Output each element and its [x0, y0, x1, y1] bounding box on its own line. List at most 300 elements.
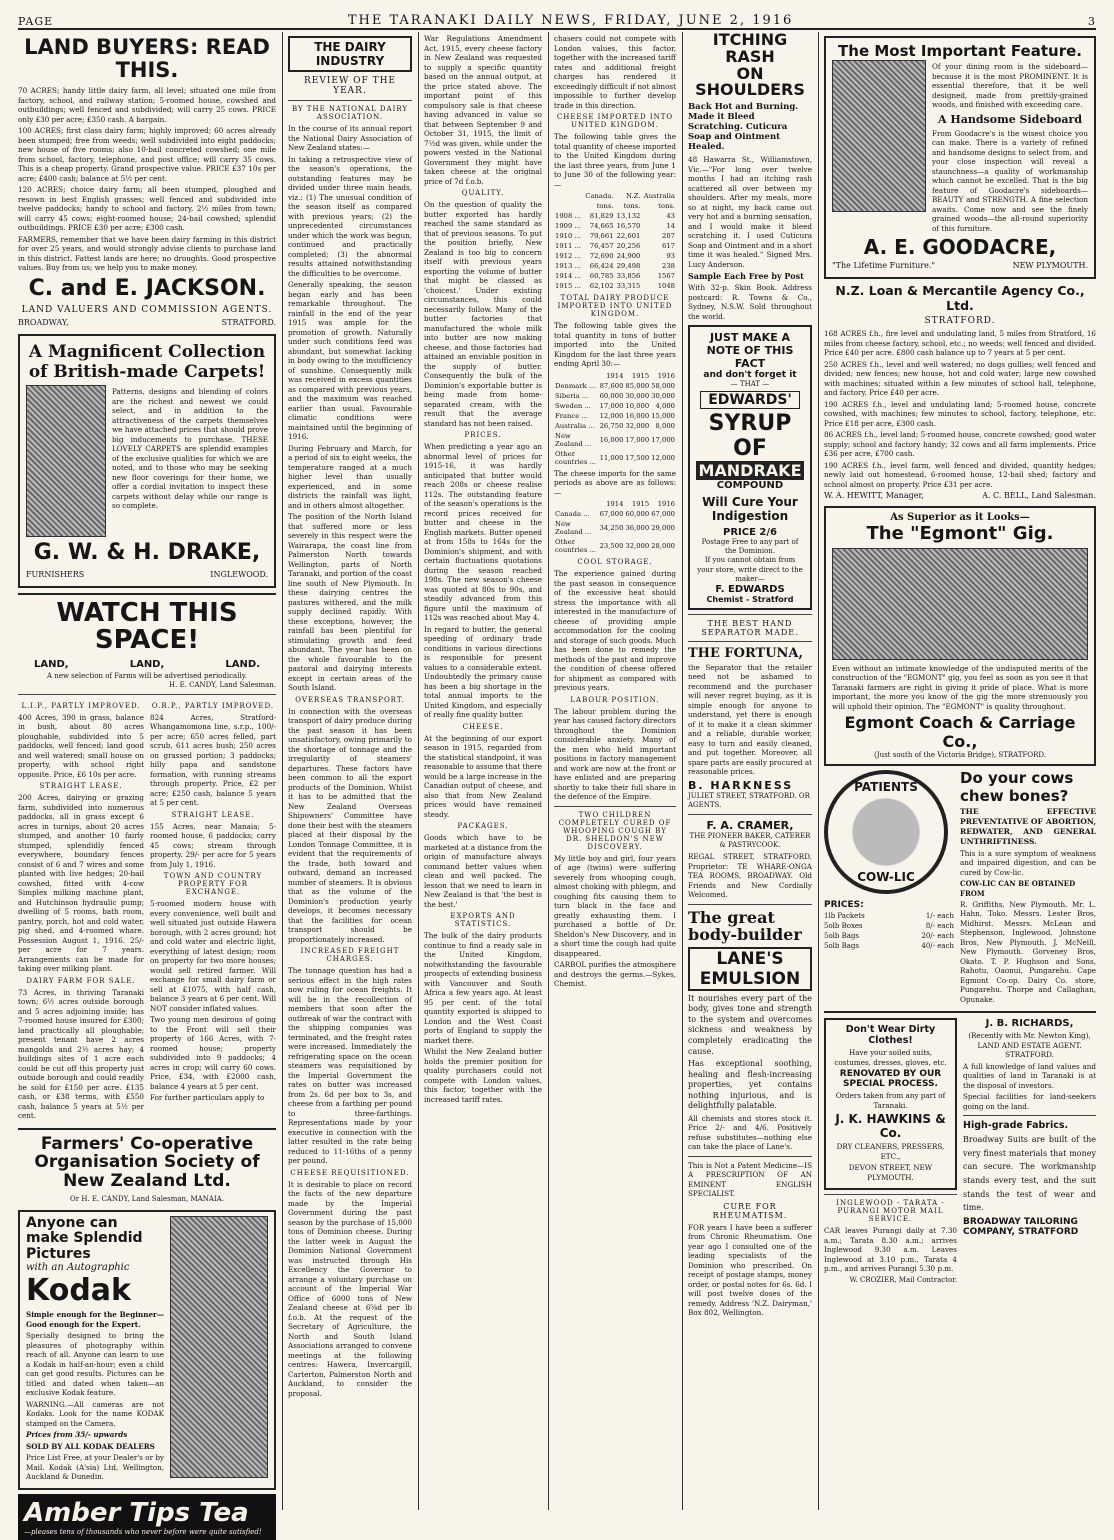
egmont-gig-ad [824, 506, 1096, 767]
table-cell: 16,000 [625, 411, 650, 420]
table-header-row [554, 499, 676, 509]
egmont-firm: Egmont Coach & Carriage Co., [844, 713, 1076, 752]
kodak-tag: Simple enough for the Beginner—Good enough for the Expert. [26, 1310, 164, 1329]
edwards-postage: Postage Free to any part of the Dominion. [701, 538, 799, 556]
listings-left [18, 699, 144, 1123]
dairy-heading-box [288, 36, 412, 72]
price-value: 1/- each [925, 912, 954, 921]
table-cell: 10,000 [625, 401, 650, 410]
richards-name: J. B. RICHARDS, [985, 1018, 1074, 1030]
table-cell: 32,000 [625, 421, 650, 430]
hawkins-ad [824, 1018, 957, 1190]
carpets-heading: A Magnificent Collection of British-made Carpets! [28, 342, 266, 382]
address-right: STRATFORD. [221, 317, 276, 327]
table-row [554, 221, 676, 231]
table-cell: 16,570 [616, 222, 641, 230]
lanes-h1: The great body-builder [688, 907, 802, 945]
table-cell: 23,500 [599, 542, 624, 550]
column-4 [554, 32, 676, 1510]
table-cell: 4,000 [655, 401, 675, 410]
table-header-cell: 1914 [606, 500, 624, 508]
section-head: COOL STORAGE. [577, 558, 653, 566]
table-row [554, 391, 676, 401]
amber-brand: Amber Tips Tea [24, 1497, 249, 1528]
column-5 [688, 32, 812, 1510]
article-paragraph: In the course of its annual report the National Dairy Association of New Zealand states:— [288, 124, 412, 152]
cowlic-symptom: This is a sure symptom of weakness and impaired digestion, and can be cured by Cow-lic. [960, 848, 1096, 877]
column-rule [418, 32, 419, 1510]
goodacre-ad [824, 36, 1096, 279]
badge-bottom: COW-LIC [857, 870, 915, 885]
price-row [824, 912, 954, 920]
article-paragraph: CARBOL purifies the atmosphere and destroys the germs.—Sykes, Chemist. [554, 960, 676, 988]
mail-contractor: W. CROZIER, Mail Contractor. [849, 1275, 957, 1284]
table-cell: 74,665 [589, 222, 614, 230]
price-item: 1lb Packets [824, 912, 865, 921]
cramer-sub: THE PIONEER BAKER, CATERER & PASTRYCOOK. [689, 831, 811, 850]
listing-text: 200 Acres, dairying or grazing farm, subdivided into numerous paddocks, all in grass except 6 acres in turnips, about 20 acres stumped, and another 10 fairly stumped, splendidly fenced everywhere, boundary fences consist of 6 and 7 wires and some planted with live hedges; 20-bail cowshed, fitted with 4-cow Simplex milking machine plant, and Hutchinson hydraulic pump; dwelling of 5 rooms, bath room, pantry, porch, hot and cold water, pig shed, and 4-roomed whare. Possession August 1, 1916. 25/- per acre for 7 years. Arrangements can be made for taking over milking plant. [18, 793, 144, 974]
goodacre-intro: Of your dining room is the sideboard—because it is the most PROMINENT. It is essential therefore, that it be well designed, made from prettily-grained woods, and finished with exceeding care. [932, 62, 1088, 109]
carpets-ad [18, 334, 276, 588]
table-row [554, 431, 676, 449]
edwards-compound: COMPOUND [716, 480, 784, 492]
itching-heading-2: ON SHOULDERS [695, 63, 805, 100]
dairy-paragraphs [288, 124, 412, 693]
ad-paragraph: FARMERS, remember that we have been dairy farming in this district for over 25 years, and would strongly advise clients to purchase land in this district. Fattest lands are here; no droughts. Good prospective values. Buy from us; we help you to make money. [18, 234, 276, 273]
table-unit-cell: tons. [658, 202, 675, 210]
table-cell: 1909 ... [555, 222, 581, 230]
address-left: FURNISHERS [26, 569, 85, 579]
table-cell: 60,000 [599, 391, 624, 400]
goodacre-heading: The Most Important Feature. [838, 42, 1082, 60]
edwards-price: PRICE 2/6 [723, 527, 777, 539]
edwards-brand: EDWARDS' [700, 391, 800, 409]
article-paragraph: The following table gives the total quantity of cheese imported to the United Kingdom during the last three years, from June 1 to June 30 of the following year:— [554, 132, 676, 189]
table-cell: 30,000 [651, 391, 675, 400]
page-label: PAGE [18, 15, 54, 28]
hawkins-body: Have your soiled suits, costumes, dresses, gloves, etc. [834, 1048, 947, 1067]
table-cell: 22,601 [616, 232, 641, 240]
column-rule [548, 32, 549, 1510]
listing-text: For further particulars apply to [150, 1093, 265, 1103]
table-cell: 17,000 [651, 435, 675, 444]
address-left: BROADWAY, [18, 317, 69, 327]
drake-firm: G. W. & H. DRAKE, [33, 540, 261, 566]
article-paragraph: When predicting a year ago an abnormal level of prices for 1915-16, it was hardly anticipated that butter would reach 208s or cheese realise 112s. The outstanding feature of the season's operations is the record prices received for butter and cheese in the English markets. Butter opened at from 158s to 164s for the Dominion's shipment, and with certain fluctuations quotations during the season reached 198s. The new season's cheese was quoted at 80s to 90s, and steadily advanced from this figure until the maximum of 112s was reached about May 4. [424, 442, 542, 622]
kodak-ad [18, 1210, 276, 1490]
table-header-cell: 1915 [631, 500, 650, 508]
watch-line: A new selection of Farms will be advertised periodically. [47, 671, 247, 680]
price-item: 5olb Bags [824, 932, 860, 941]
mail-heading: INGLEWOOD - TARATA - PURANGI MOTOR MAIL SERVICE. [836, 1199, 945, 1224]
table-row [554, 251, 676, 261]
table-cell: Canada ... [555, 510, 590, 518]
table-row [554, 449, 676, 467]
dairy-heading: THE DAIRY INDUSTRY [314, 40, 386, 68]
table-row [554, 381, 676, 391]
hawkins-addr: DEVON STREET, NEW PLYMOUTH. [848, 1163, 933, 1182]
article-paragraph: In connection with the overseas transport of dairy produce during the past season it has been unsatisfactory, owing primarily to the shortage of tonnage and the irregularity of steamers' departures. These factors have been common to all the export products of the Dominion. Whilst it has to be admitted that the New Zealand Overseas Shipowners' Committee have done their best with the steamers placed at their disposal by the London Tonnage Committee, it is evident that the requirements of the trade, both toward and outward, demand an increased number of steamers. It is obvious that as the volume of the Dominion's production yearly develops, it becomes necessary that the facilities for ocean transport should be proportionately increased. [288, 706, 412, 944]
price-value: 40/- each [921, 942, 954, 951]
table-cell: 11,000 [599, 453, 624, 462]
column-2 [288, 32, 412, 1510]
dairy-byline: BY THE NATIONAL DAIRY ASSOCIATION. [291, 105, 409, 121]
egmont-head-1: As Superior as it Looks— [890, 511, 1030, 523]
table-row [554, 281, 676, 291]
watch-agent: H. E. CANDY, Land Salesman. [169, 680, 276, 689]
butter-import-table [554, 371, 676, 467]
listing-text: 250 ACRES f.h., level and well watered; no dogs gullies; well fenced and divided; new fences; new house, hot and cold water; large new cowshed with machines; situated within a few minutes of school hall, telephone, and factory. Price £40 per acre. [824, 359, 1096, 398]
table-unit-cell [554, 201, 583, 211]
table-row [554, 211, 676, 221]
goodacre-tag: "The Lifetime Furniture." [832, 261, 936, 270]
article-paragraph: chasers could not compete with London values, this factor, together with the increased tariff rates and additional freight charges has rendered it exceedingly difficult if not almost impossible to further develop trade in this direction. [554, 34, 676, 110]
table-cell: 15,000 [651, 411, 675, 420]
table-cell: 13,132 [616, 212, 641, 220]
table-cell: 62,102 [589, 282, 614, 290]
table-cell: 1913 ... [555, 262, 581, 270]
firm-subtitle: LAND VALUERS AND COMMISSION AGENTS. [21, 304, 273, 315]
sideboard-illustration [832, 60, 926, 212]
article-paragraph: The tonnage question has had a serious effect in the high rates now ruling for ocean freights. It will be in the recollection of members that soon after the outbreak of war the contract with the shipping companies was terminated, and the freight rates were increased. Immediately the refrigerating space on the ocean steamers was requisitioned by the Imperial Government the rates on butter was increased from 2s. 6d per box to 3s, and cheese from a farthing per pound to three-farthings. Representations made by your executive in connection with the latter resulted in the rate being reduced to 11-16ths of a penny per pound. [288, 966, 412, 1165]
kodak-dealers: SOLD BY ALL KODAK DEALERS [26, 1441, 155, 1451]
separator-body: the Separator that the retailer need not be ashamed to recommend and the purchaser will never regret buying, as it is simple enough for anyone to understand, yet there is enough of it to make it a clean skimmer and a reliable, durable worker, easy to turn and easily cleaned, and put together. Moreover, all spare parts are easily procured at reasonable prices. [688, 662, 812, 777]
edwards-obtain: If you cannot obtain from your store, write direct to the maker— [697, 556, 803, 583]
table-header-cell: 1916 [657, 371, 675, 380]
table-cell: 72,690 [589, 252, 614, 260]
column-3 [424, 32, 542, 1510]
amber-tag: —pleases tens of thousands who never before were quite satisfied! [24, 1527, 262, 1536]
table-cell: New Zealand ... [555, 431, 592, 448]
lanes-body-3: All chemists and stores stock it. Price 2/- and 4/6. Positively refuse substitutes—nothing else can take the place of Lane's. [688, 1113, 812, 1152]
cow-badge-illustration [824, 770, 948, 894]
article-paragraph: Whilst the New Zealand butter holds the premier position for quality purchasers could not compete with London values, this factor, together with the increased tariff rates. [424, 1047, 542, 1104]
article-paragraph: The labour problem during the year has caused factory directors throughout the Dominion considerable anxiety. Many of the men who held important positions in factory management and work are now at the front or have enlisted and are preparing shortly to take their full share in the defence of the Empire. [554, 706, 676, 801]
table-cell: 29,498 [616, 262, 641, 270]
goodacre-firm: A. E. GOODACRE, [863, 235, 1057, 259]
table-cell: 207 [662, 232, 675, 240]
lanes-brand: LANE'S EMULSION [688, 947, 812, 991]
table-cell: 617 [662, 242, 675, 250]
loan-manager: W. A. HEWITT, Manager, [824, 491, 924, 501]
table-cell: 60,000 [625, 510, 650, 518]
edwards-maker-sub: Chemist - Stratford [706, 594, 794, 604]
egmont-body: Even without an intimate knowledge of the undisputed merits of the construction of the "EGMONT" gig, you feel as soon as you see it that Taranaki farmers are right in giving it pride of place. What is more important, the more you know of the gig the more strenuously you will uphold their opinion. The "EGMONT" is quality throughout. [832, 663, 1088, 711]
price-row [824, 922, 954, 930]
price-row [824, 942, 954, 950]
table-cell: 28,000 [651, 542, 675, 550]
kodak-headline: Anyone can make Splendid Pictures [26, 1214, 143, 1262]
sample-line: Sample Each Free by Post [688, 271, 804, 282]
hawkins-sub: DRY CLEANERS, PRESSERS, ETC., [836, 1142, 945, 1161]
dairy-subheading: REVIEW OF THE YEAR. [304, 76, 396, 96]
table-cell: 85,000 [625, 381, 650, 390]
table-cell: New Zealand ... [555, 520, 592, 536]
column-rule [282, 32, 283, 1510]
table-header-cell: 1914 [606, 371, 624, 380]
ad-paragraph: 70 ACRES; handy little dairy farm, all level; situated one mile from factory, school, and railway station; 5-roomed house, cowshed and outbuildings; well fenced and subdivided; will carry 25 cows. PRICE only £30 per acre; £350 cash. A bargain. [18, 86, 276, 124]
sample-sub: With 32-p. Skin Book. Address postcard: R. Towns & Co., Sydney, N.S.W. Sold throughout the world. [688, 283, 812, 321]
page-number: 3 [1087, 15, 1096, 28]
broadway-body: Broadway Suits are built of the very finest materials that money can secure. The workmanship stands every test, and the suit stands the test of wear and time. [963, 1135, 1096, 1213]
table-cell: 1567 [657, 272, 675, 280]
table-cell: 58,000 [651, 381, 675, 390]
land-word: LAND, [34, 658, 69, 670]
table-cell: Sweden ... [555, 401, 591, 410]
article-paragraph: My little boy and girl, four years of age (twins) were suffering severely from whooping cough, almost choking with phlegm, and coughing fits causing them to turn black in the face and greatly exhausting them. I purchased a bottle of Dr. Sheldon's New Discovery, and in a short time the cough had quite disappeared. [554, 853, 676, 958]
table-cell: 32,000 [625, 542, 650, 550]
richards-body: A full knowledge of land values and qualities of land in Taranaki is at the disposal of investors. [963, 1061, 1096, 1090]
section-head: TOTAL DAIRY PRODUCE IMPORTED INTO UNITED KINGDOM. [557, 294, 673, 318]
table-header-cell: 1915 [631, 371, 650, 380]
kodak-body: Specially designed to bring the pleasures of photography within reach of all. Anyone can learn to use a Kodak in half-an-hour; even a child can get good results. Pictures can be titled and dated when taken—an exclusive Kodak feature. [26, 1331, 164, 1398]
edwards-that: — THAT — [730, 380, 770, 389]
table-row [554, 231, 676, 241]
table-header-row [554, 371, 676, 381]
land-buyers-ad [18, 36, 276, 328]
goodacre-body: From Goodacre's is the wisest choice you can make. There is a variety of refined and handsome designs to select from, and your close inspection will reveal a staunchness—a quality of workmanship which cannot be excelled. That is the big feature of Goodacre's sideboards—BEAUTY and STRENGTH. A fine selection awaits. Come now and see the finely grained woods—the all-round superiority of this furniture. [932, 128, 1088, 233]
table-unit-cell: tons. [623, 202, 641, 210]
table-cell: 66,424 [589, 262, 614, 270]
table-row [554, 261, 676, 271]
cowlic-heading: Do your cows chew bones? [960, 769, 1074, 805]
listing-heading: L.I.P., PARTLY IMPROVED. [21, 701, 141, 710]
table-cell: 34,250 [599, 524, 624, 532]
richards-sub: (Recently with Mr. Newton King), LAND AND ESTATE AGENT. STRATFORD. [968, 1031, 1091, 1060]
goodacre-town: NEW PLYMOUTH. [1012, 261, 1088, 270]
land-word: LAND, [129, 658, 165, 670]
section-head: TWO CHILDREN COMPLETELY CURED OF WHOOPING COUGH BY DR. SHELDON'S NEW DISCOVERY. [558, 810, 672, 851]
jackson-firm: C. and E. JACKSON. [28, 275, 266, 301]
price-row [824, 932, 954, 940]
table-row [554, 271, 676, 281]
listings-right [150, 699, 276, 1123]
column-rule [682, 32, 683, 1510]
table-cell: France ... [555, 411, 588, 420]
table-row [554, 509, 676, 519]
price-value: 8/- each [925, 922, 954, 931]
table-cell: 1908 ... [555, 212, 581, 220]
cowlic-body: THE EFFECTIVE PREVENTATIVE OF ABORTION, REDWATER, AND GENERAL UNTHRIFTINESS. [960, 806, 1096, 846]
article-paragraph: At the beginning of our export season in 1915, regarded from the statistical standpoint, it was reasonable to assume that there would be a large increase in the Canadian output of cheese, and also that from New Zealand prices would have remained steady. [424, 733, 542, 819]
amber-tips-ad [18, 1494, 276, 1540]
article-paragraph: The bulk of the dairy products continue to find a ready sale in the United Kingdom, notwithstanding the favourable prospects of extending business with Vancouver and South Africa a few years ago. At least 95 per cent. of the total quantity exported is shipped to London and the West Coast ports of England to supply the market there. [424, 931, 542, 1045]
article-paragraph: War Regulations Amendment Act, 1915, every cheese factory in New Zealand was requested to supply a specific quantity based on the annual output, at the price stated above. The important point of this compulsory sale is that cheese having advanced in value so that between September 9 and October 31, 1915, the limit of 7½d was given, while under the powers vested in the National Government they might have taken cheese at the original price of 7d f.o.b. [424, 34, 542, 186]
table-cell: 26,750 [599, 421, 624, 430]
listing-text: 190 ACRES f.h., level farm, well fenced and divided, quantity hedges; newly laid out homestead, 6-roomed house, 12-bail shed; factory and school almost on property. Price £31 per acre. [824, 460, 1096, 489]
land-word: LAND. [225, 658, 260, 670]
edwards-h1: JUST MAKE A NOTE OF THIS FACT [706, 331, 794, 371]
listing-text: 190 ACRES f.h., level and undulating land; 5-roomed house, concrete cowshed, with machines; few minutes to school, factory, telephone, etc. Price £18 per acre, £300 cash. [824, 399, 1096, 428]
article-paragraph: Goods which have to be marketed at a distance from the origin of manufacture always command better values when clean and well packed. The lesson that we need to learn in New Zealand is that 'the best is the best.' [424, 833, 542, 909]
table-header-cell [554, 371, 599, 381]
egmont-head-2: The "Egmont" Gig. [866, 522, 1054, 544]
table-cell: 60,785 [589, 272, 614, 280]
separator-name: THE FORTUNA, [688, 645, 804, 661]
rheum-heading: CURE FOR RHEUMATISM. [712, 1201, 788, 1220]
listing-text: 73 Acres, in thriving Taranaki town; 6½ acres outside borough and 5 acres adjoining inside; has 7-roomed house insured for £300; land practically all ploughable; present tenant have 2 acres mangolds and 2½ acres hay; 4 buildings sites of 1 acre each could be cut off this property just outside borough and could readily be sold for £150 per acre. £135 cash, or £38 terms, with £550 cash, balance 5 years at 5½ per cent. [18, 987, 144, 1121]
table-header-cell: N.Z. [625, 192, 641, 200]
table-header-cell: 1916 [657, 500, 675, 508]
table-cell: 43 [666, 212, 675, 220]
prices-label: PRICES: [824, 900, 864, 911]
cramer-name: F. A. CRAMER, [706, 818, 794, 832]
table-cell: 8,000 [655, 421, 675, 430]
article-paragraph: The experience gained during the past season in consequence of the excessive heat should stress the importance with all interested in the manufacture of cheese of providing ample accommodation for the cooling and storage of such goods. Much has been done to remedy the methods of the past and improve the condition of cheese offered for shipment as compared with previous years. [554, 569, 676, 692]
gig-illustration [832, 548, 1088, 660]
newspaper-title: THE TARANAKI DAILY NEWS, FRIDAY, JUNE 2, 1916 [347, 13, 794, 28]
table-header-cell: Canada. [585, 192, 614, 200]
column-1 [18, 32, 276, 1536]
table-cell: 1910 ... [555, 232, 581, 240]
listing-text: 400 Acres, 390 in grass, balance in bush, about 80 acres ploughable, subdivided into 5 paddocks, well fenced; land good and well watered; small house on property, with school right opposite. Price, £6 10s per acre. [18, 712, 144, 779]
goodacre-sub: A Handsome Sideboard [937, 112, 1083, 126]
article-paragraph: On the question of quality the butter exported has hardly reached the same standard as that of previous seasons. To put the position briefly, New Zealand is too big to concern itself with previous years exporting the volume of butter that might be classed as 'choicest.' Under existing circumstances, this could necessarily follow. Many of the butter factories that manufactured the whole milk into butter are now making cheese, and those factories had attained an enviable position in the supply of butter. Consequently the bulk of the Dominion's exportable butter is being made from home-separated cream, with the result that the average standard has not been raised. [424, 200, 542, 428]
table-cell: 1915 ... [555, 282, 581, 290]
listing-text: 86 ACRES f.h., level land; 5-roomed house, concrete cowshed; good water supply; school and factory handy; 32 cows and all farm implements. Price £36 per acre, £700 cash. [824, 430, 1096, 459]
kodak-subheadline: with an Autographic [26, 1262, 130, 1274]
article-paragraph: The following table gives the total quantity in tons of butter imported into the United Kingdom for the last three years ending April 30:— [554, 321, 676, 368]
table-cell: 29,000 [651, 524, 675, 532]
edwards-mandrake: MANDRAKE [696, 461, 804, 480]
kodak-footer: Price List Free, at your Dealer's or by Mail. Kodak (A'sia) Ltd, Wellington, Auckland & Dunedin. [26, 1453, 164, 1482]
article-paragraph: It is desirable to place on record the facts of the new departure made by the Imperial Government during the past season by the purchase of 15,000 tons of Dominion cheese. During the latter week in August the Dominion National Government was instructed through His Excellency the Governor to arrange a voluntary purchase on account of the Imperial War Office of 6000 tons of New Zealand cheese at 6⅝d per lb f.o.b. At the request of the Secretary of Agriculture, the North and South Island Associations arranged to convene meetings at the following centres: Hawera, Invercargill, Carterton, Palmerston North and Auckland, to consider the proposal. [288, 1179, 412, 1398]
cramer-addr: REGAL STREET, STRATFORD. Proprietor: TE WHARE-ONGA TEA ROOMS, BROADWAY. Old Friends and New Cordially Welcomed. [688, 852, 812, 900]
edwards-syrup: SYRUP OF [708, 411, 792, 462]
table-cell: 16,000 [599, 435, 624, 444]
farmers-heading: Farmers' Co-operative Organisation Society of New Zealand Ltd. [34, 1133, 260, 1192]
table-header-cell: Australia [643, 192, 675, 200]
table-cell: 17,000 [599, 401, 624, 410]
listing-heading: STRAIGHT LEASE. [171, 810, 255, 819]
listing-text: 155 Acres, near Manaia; 5-roomed house, 6 paddocks; carry 45 cows; stream through property. 29/- per acre for 5 years from July 1, 1916. [150, 821, 276, 869]
table-cell: 33,315 [616, 282, 641, 290]
table-cell: 12,000 [651, 453, 675, 462]
loan-salesman: A. C. BELL, Land Salesman. [982, 491, 1096, 501]
table-cell: 81,829 [589, 212, 614, 220]
broadway-heading: High-grade Fabrics. [963, 1120, 1069, 1132]
listing-text: 168 ACRES f.h., fire level and undulating land, 5 miles from Stratford, 16 miles from cheese factory, school, etc.; no weeds; well fenced and divided. Price £40 per acre. £800 cash balance up to 7 years at 5 per cent. [824, 329, 1096, 358]
table-cell: 33,856 [616, 272, 641, 280]
cowlic-prices [824, 912, 954, 950]
table-cell: 238 [662, 262, 675, 270]
price-item: 5olb Boxes [824, 922, 863, 931]
section-head: PACKAGES. [457, 822, 509, 830]
kodak-girl-illustration [170, 1216, 268, 1478]
loan-heading: N.Z. Loan & Mercantile Agency Co., Ltd. [835, 283, 1085, 314]
table-row [554, 421, 676, 431]
itching-heading: ITCHING RASH [712, 30, 788, 66]
cowlic-obtain: COW-LIC CAN BE OBTAINED FROM [960, 879, 1076, 898]
itching-body: 48 Hawarra St., Williamstown, Vic.—"For long over twelve months I had an itching rash scattered all over between my shoulders. After my meals, more so at night, my back came out very hot and a burning sensation, and I would make it bleed scratching it. I used Cuticura Soap and Ointment and in a short time it was healed." Signed Mrs. Lucy Anderson. [688, 155, 812, 269]
ad-paragraph: 100 ACRES; first class dairy farm; highly improved; 60 acres already been stumped; free from weeds; well subdivided into eight paddocks; new house of five rooms; also 10-bail concreted cowshed; one mile from school, factory, telephone, and post office; will carry 35 cows. This is a cheap property. Grand prospective value. PRICE £37 10s per acre; £400 cash; balance at 5½ per cent. [18, 126, 276, 183]
cheese-import-table [554, 191, 676, 291]
table-cell: Other countries ... [555, 538, 596, 554]
table-cell: 67,000 [599, 510, 624, 518]
section-head: CHEESE REQUISITIONED. [290, 1168, 410, 1177]
price-item: 5olb Bags [824, 942, 860, 951]
hawkins-renovated: RENOVATED BY OUR SPECIAL PROCESS. [839, 1069, 942, 1090]
article-paragraph: The position of the North Island that suffered more or less severely in this respect were the Wairarapa, the coast line from Palmerston North towards Wellington, parts of North Taranaki, and portion of the coast line south of New Plymouth. In these dairying centres the pastures withered, and the milk supply declined rapidly. With these exceptions, however, the rainfall has been plentiful for stimulating growth and feed abundant. The year has been on the whole favourable to the pastoral and dairying interests except in certain areas of the South Island. [288, 512, 412, 692]
edwards-h2: and don't forget it [703, 370, 797, 381]
table-row [554, 241, 676, 251]
table-cell: 20,256 [616, 242, 641, 250]
table-cell: 24,900 [616, 252, 641, 260]
table-cell: 14 [666, 222, 675, 230]
table-row [554, 537, 676, 555]
edwards-maker: F. EDWARDS [715, 583, 785, 595]
column-rule [818, 32, 819, 1510]
table-unit-cell: tons. [596, 202, 614, 210]
loan-items [824, 329, 1096, 489]
column-6 [824, 32, 1096, 1510]
kodak-brand: Kodak [26, 1273, 131, 1309]
land-buyers-heading: LAND BUYERS: READ THIS. [24, 35, 270, 83]
hawkins-orders: Orders taken from any part of Taranaki. [835, 1091, 946, 1110]
section-head: LABOUR POSITION. [570, 695, 660, 704]
article-paragraph: During February and March, for a period of six to eight weeks, the temperature ranged at a much higher level than usually experienced, and in some districts the rainfall was light, and in others almost altogether. [288, 443, 412, 510]
separator-head: THE BEST HAND SEPARATOR MADE. [701, 618, 799, 637]
table-cell: 67,000 [651, 510, 675, 518]
table-cell: 87,600 [599, 381, 624, 390]
hawkins-heading: Don't Wear Dirty Clothes! [845, 1024, 936, 1047]
cuticura-ad [688, 32, 812, 321]
table-cell: 1914 ... [555, 272, 581, 280]
cowlic-agents: R. Griffiths, New Plymouth. Mr. L. Hahn, Toko. Messrs. Lester Bros, Midhirst. Messrs. McLean and Stephenson, Inglewood. Johnstone Bros, New Plymouth. J. McNeill, New Plymouth. Gorveney Bros, Okato. T. P. Hughson and Sons, Rahotu, Oaonui, Pungarehu. Cape Egmont Co-op. Dairy Co. store, Pungarehu. Thorpe and Callaghan, Opunake. [960, 899, 1096, 1004]
table-unit-row [554, 201, 676, 211]
table-cell: 17,500 [625, 453, 650, 462]
listing-heading: STRAIGHT LEASE. [39, 782, 123, 791]
table-row [554, 411, 676, 421]
kodak-prices: Prices from 35/- upwards [26, 1430, 128, 1440]
table-row [554, 519, 676, 537]
price-value: 20/- each [921, 932, 954, 941]
badge-top: PATIENTS [854, 780, 918, 795]
article-paragraph: Generally speaking, the season began early and has been remarkable throughout. The rainfall in the end of the year 1915 was ample for the promotion of growth. Naturally under such conditions feed was abundant, but somewhat lacking in body owing to the insufficiency of sunshine. Consequently milk was received in excess quantities as compared with previous years, and the maximum was reached earlier than usual. Favourable climatic conditions were maintained until the beginning of 1916. [288, 280, 412, 441]
table-cell: Other countries ... [555, 449, 596, 466]
farmers-coop-ad [18, 1135, 276, 1204]
lanes-body: It nourishes every part of the body, gives tone and strength to the system and overcomes sickness and weakness by completely eradicating the cause. [688, 993, 812, 1056]
table-cell: 17,000 [625, 435, 650, 444]
listing-text: 5-roomed modern house with every convenience, well built and well situated just outside Hawera borough, with 2 acres ground; hot and cold water and electric light, everything of latest design; room on property for two more houses; would sell retired farmer. Will exchange for small dairy farm or sell at £1075, with half cash, balance 3 years at 6 per cent. Will NOT consider inflated values. [150, 899, 276, 1013]
address-right: INGLEWOOD. [210, 569, 268, 579]
egmont-addr: (Just south of the Victoria Bridge), STRATFORD. [874, 751, 1046, 760]
masthead [18, 6, 1096, 30]
ad-paragraph: 120 ACRES; choice dairy farm; all been stumped, ploughed and resown in best English grasses; well fenced and subdivided into twelve paddocks; handy to school and factory, 2½ miles from town; will carry 45 cows; eight-roomed house; 24-bail cowshed; splendid outbuildings. PRICE £30 per acre; £300 cash. [18, 185, 276, 233]
listing-text: 824 Acres, Stratford-Whangamomona line, s.r.p., 100/- per acre; 650 acres felled, part scrub, 611 acres bush; 250 acres on grassed portion; 3 paddocks; hilly papa and sandstone formation, with running streams through property. Price, £2 per acre; £250 cash, balance 5 years at 5 per cent. [150, 712, 276, 808]
section-head: PRICES. [464, 431, 502, 439]
richards-body-2: Special facilities for land-seekers going on the land. [963, 1092, 1096, 1111]
edwards-cure: Will Cure Your Indigestion [702, 495, 798, 524]
mail-body: CAR leaves Purangi daily at 7.30 a.m.; Tarata 8.30 a.m.; arrives Inglewood 9.30 a.m. Leaves Inglewood at 3.10 p.m., Tarata 4 p.m., and arrives Purangi 5.30 p.m. [824, 1226, 957, 1274]
edwards-ad [688, 325, 812, 610]
kodak-warning: WARNING.—All cameras are not Kodaks. Look for the name KODAK stamped on the Camera. [26, 1399, 164, 1428]
table-cell: 79,661 [589, 232, 614, 240]
loan-agency-ad [824, 283, 1096, 501]
lanes-body-2: Has exceptional soothing, healing and flesh-increasing properties, yet contains nothing injurious, and is delightfully palatable. [688, 1059, 812, 1111]
listing-heading: TOWN AND COUNTRY PROPERTY FOR EXCHANGE. [163, 872, 263, 897]
section-head: OVERSEAS TRANSPORT. [295, 695, 405, 704]
section-head: CHEESE. [462, 722, 504, 731]
watch-space-ad [18, 597, 276, 1123]
table-header-cell [554, 499, 599, 509]
table-cell: Denmark ... [555, 381, 596, 390]
rheum-intro: This is Not a Patent Medicine—IS A PRESCRIPTION OF AN EMINENT ENGLISH SPECIALIST. [688, 1160, 812, 1199]
article-paragraph: In regard to butter, the general speeding of ordinary trade conditions in various directions is responsible for present values to a considerable extent. Undoubtedly the primary cause has been a big shortage in the total annual imports to the United Kingdom, and especially of really fine quality butter. [424, 624, 542, 719]
table-cell: 30,000 [625, 391, 650, 400]
watch-heading: WATCH THIS SPACE! [56, 597, 238, 656]
table-cell: 36,000 [625, 524, 650, 532]
